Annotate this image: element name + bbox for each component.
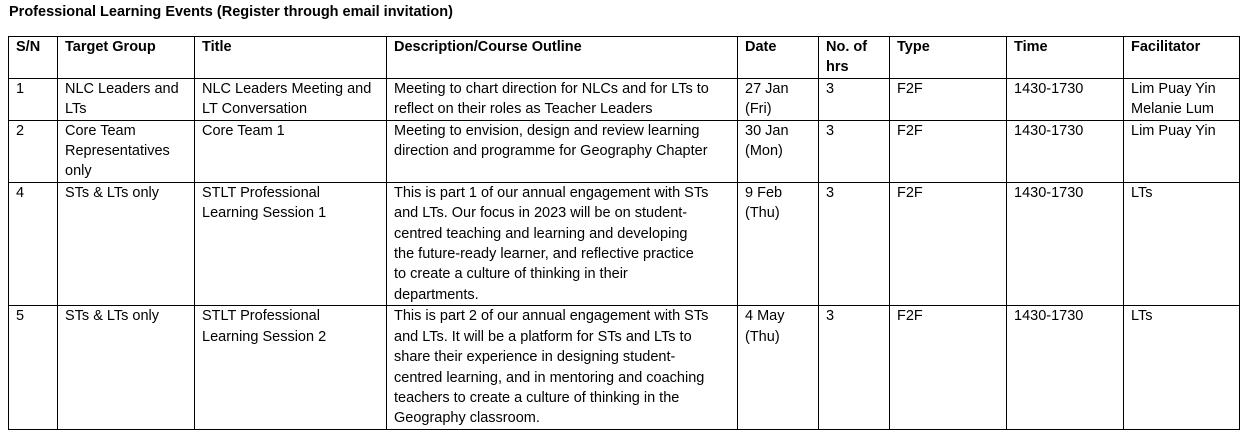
header-title: Title <box>195 37 387 79</box>
cell-time: 1430-1730 <box>1007 120 1124 182</box>
cell-type: F2F <box>890 182 1007 305</box>
cell-description: Meeting to envision, design and review learning direction and programme for Geography Chapter <box>387 120 738 182</box>
cell-date: 4 May (Thu) <box>738 306 819 430</box>
cell-description: This is part 2 of our annual engagement with STs and LTs. It will be a platform for STs and LTs to share their experience in designing student- centred learning, and in mentoring and coaching teachers to create a culture of thinking in the Geography classroom. <box>387 306 738 430</box>
cell-facilitator: Lim Puay Yin <box>1124 120 1240 182</box>
cell-hrs: 3 <box>819 306 890 430</box>
header-sn: S/N <box>9 37 58 79</box>
cell-title: STLT Professional Learning Session 1 <box>195 182 387 305</box>
cell-target-group: STs & LTs only <box>58 306 195 430</box>
table-row <box>9 182 1240 305</box>
events-table <box>8 36 1240 430</box>
cell-facilitator: Lim Puay Yin Melanie Lum <box>1124 78 1240 120</box>
cell-target-group: Core Team Representatives only <box>58 120 195 182</box>
table-row <box>9 120 1240 182</box>
cell-facilitator: LTs <box>1124 306 1240 430</box>
cell-title: NLC Leaders Meeting and LT Conversation <box>195 78 387 120</box>
cell-time: 1430-1730 <box>1007 182 1124 305</box>
cell-date: 30 Jan (Mon) <box>738 120 819 182</box>
cell-hrs: 3 <box>819 78 890 120</box>
cell-description: Meeting to chart direction for NLCs and for LTs to reflect on their roles as Teacher Leaders <box>387 78 738 120</box>
header-facilitator: Facilitator <box>1124 37 1240 79</box>
cell-sn: 4 <box>9 182 58 305</box>
table-row <box>9 306 1240 430</box>
header-time: Time <box>1007 37 1124 79</box>
cell-hrs: 3 <box>819 182 890 305</box>
table-header-row <box>9 37 1240 79</box>
cell-sn: 1 <box>9 78 58 120</box>
cell-sn: 5 <box>9 306 58 430</box>
cell-date: 27 Jan (Fri) <box>738 78 819 120</box>
header-type: Type <box>890 37 1007 79</box>
table-row <box>9 78 1240 120</box>
header-date: Date <box>738 37 819 79</box>
cell-type: F2F <box>890 306 1007 430</box>
cell-type: F2F <box>890 120 1007 182</box>
header-target-group: Target Group <box>58 37 195 79</box>
cell-description: This is part 1 of our annual engagement with STs and LTs. Our focus in 2023 will be on student- centred teaching and learning and developing the future-ready learner, and reflective practice to create a culture of thinking in their departments. <box>387 182 738 305</box>
cell-time: 1430-1730 <box>1007 306 1124 430</box>
cell-target-group: NLC Leaders and LTs <box>58 78 195 120</box>
cell-target-group: STs & LTs only <box>58 182 195 305</box>
document-title: Professional Learning Events (Register through email invitation) <box>9 4 453 20</box>
cell-type: F2F <box>890 78 1007 120</box>
cell-facilitator: LTs <box>1124 182 1240 305</box>
cell-sn: 2 <box>9 120 58 182</box>
cell-title: Core Team 1 <box>195 120 387 182</box>
cell-date: 9 Feb (Thu) <box>738 182 819 305</box>
cell-time: 1430-1730 <box>1007 78 1124 120</box>
cell-title: STLT Professional Learning Session 2 <box>195 306 387 430</box>
cell-hrs: 3 <box>819 120 890 182</box>
header-description: Description/Course Outline <box>387 37 738 79</box>
header-hrs: No. of hrs <box>819 37 890 79</box>
